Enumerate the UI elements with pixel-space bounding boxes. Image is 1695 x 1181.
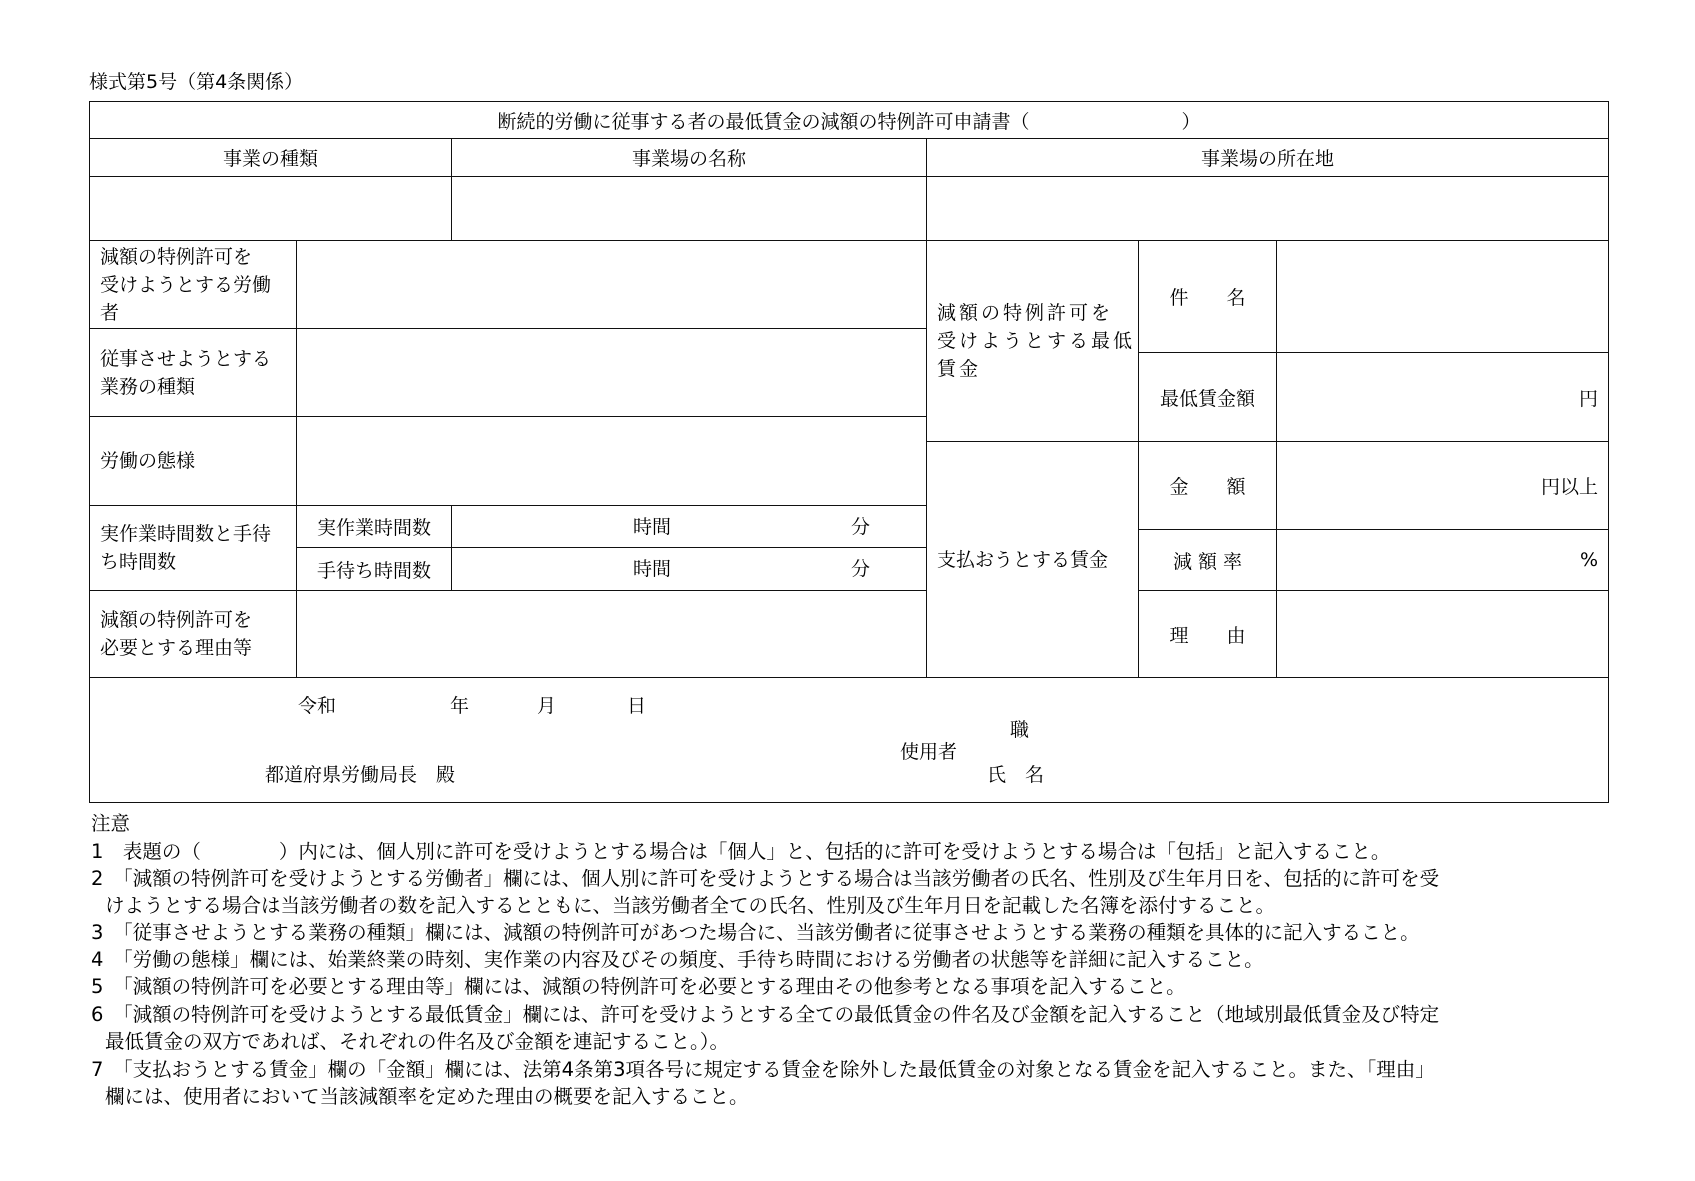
label-text: 金 額 <box>1169 476 1246 498</box>
header-workplace-location <box>926 138 1609 177</box>
worker-field[interactable] <box>296 240 927 329</box>
addressee-label: 都道府県労働局長 殿 <box>265 764 456 786</box>
job-type-field[interactable] <box>296 328 927 417</box>
label-line: 受けようとする労働 <box>100 273 272 296</box>
label-line: 実作業時間数と手待 <box>100 523 272 545</box>
note-line: けようとする場合は当該労働者の数を記入するとともに、当該労働者全ての氏名、性別及び生年月日を記載した名簿を添付すること。 <box>105 894 1276 917</box>
yen-or-more-unit: 円以上 <box>1540 476 1598 498</box>
header-business-type <box>89 138 452 177</box>
employer-label: 使用者 <box>900 741 958 763</box>
era-label: 令和 <box>298 695 337 717</box>
minute-unit: 分 <box>851 558 871 580</box>
label-text: 手待ち時間数 <box>316 559 431 582</box>
label-line: 業務の種類 <box>100 375 196 398</box>
note-line: 3 「従事させようとする業務の種類」欄には、減額の特例許可があつた場合に、当該労働者に従事させようとする業務の種類を具体的に記入すること。 <box>91 921 1420 944</box>
position-label: 職 <box>1010 719 1030 741</box>
job-type-label <box>89 328 297 417</box>
actual-hours-label <box>296 505 452 548</box>
label-line: ち時間数 <box>100 551 177 573</box>
label-text: 最低賃金額 <box>1159 387 1255 410</box>
percent-unit: % <box>1579 549 1598 571</box>
label-line: 減額の特例許可を <box>100 609 253 631</box>
minute-unit: 分 <box>851 516 871 538</box>
label-line: 必要とする理由等 <box>100 637 253 659</box>
business-type-field[interactable] <box>89 176 452 241</box>
reduction-rate-label <box>1138 529 1277 591</box>
label-line: 賃金 <box>937 358 982 380</box>
hour-unit: 時間 <box>633 516 672 538</box>
day-label: 日 <box>627 695 647 717</box>
wage-label <box>926 441 1139 678</box>
header-label: 事業の種類 <box>222 148 318 170</box>
label-text: 実作業時間数 <box>316 517 431 539</box>
note-line: 5 「減額の特例許可を必要とする理由等」欄には、減額の特例許可を必要とする理由その他参考となる事項を記入すること。 <box>91 975 1186 998</box>
note-line: 4 「労働の態様」欄には、始業終業の時刻、実作業の内容及びその頻度、手待ち時間における労働者の状態等を詳細に記入すること。 <box>91 948 1264 971</box>
worker-label <box>89 240 297 329</box>
min-wage-label <box>926 240 1139 442</box>
note-line: 1 表題の（ ）内には、個人別に許可を受けようとする場合は「個人」と、包括的に許可を受けようとする場合は「包括」と記入すること。 <box>91 840 1391 863</box>
label-line: 支払おうとする賃金 <box>937 548 1109 571</box>
work-mode-label <box>89 416 297 506</box>
notes-heading: 注意 <box>91 812 131 835</box>
name-label: 氏 名 <box>987 764 1045 786</box>
wage-reason-label <box>1138 590 1277 678</box>
standby-hours-field[interactable] <box>451 547 927 591</box>
label-line: 者 <box>100 301 120 324</box>
case-name-label <box>1138 240 1277 353</box>
work-mode-field[interactable] <box>296 416 927 506</box>
hours-label <box>89 505 297 591</box>
month-label: 月 <box>537 695 557 717</box>
label-text: 減 額 率 <box>1172 550 1243 573</box>
label-text: 理 由 <box>1169 624 1246 647</box>
note-line: 最低賃金の双方であれば、それぞれの件名及び金額を連記すること。）。 <box>105 1030 730 1053</box>
yen-unit: 円 <box>1578 387 1598 410</box>
reduction-rate-field[interactable] <box>1276 529 1609 591</box>
min-wage-amount-field[interactable] <box>1276 352 1609 442</box>
reason-field[interactable] <box>296 590 927 678</box>
case-name-field[interactable] <box>1276 240 1609 353</box>
form-title <box>89 101 1609 139</box>
wage-reason-field[interactable] <box>1276 590 1609 678</box>
label-line: 受けようとする最低 <box>937 330 1136 352</box>
year-label: 年 <box>450 695 470 717</box>
min-wage-amount-label <box>1138 352 1277 442</box>
amount-label <box>1138 441 1277 530</box>
label-line: 減額の特例許可を <box>937 302 1114 324</box>
header-label: 事業場の所在地 <box>1200 148 1334 170</box>
amount-field[interactable] <box>1276 441 1609 530</box>
label-line: 労働の態様 <box>100 450 196 472</box>
workplace-location-field[interactable] <box>926 176 1609 241</box>
actual-hours-field[interactable] <box>451 505 927 548</box>
note-line: 欄には、使用者において当該減額率を定めた理由の概要を記入すること。 <box>105 1085 749 1108</box>
standby-hours-label <box>296 547 452 591</box>
hour-unit: 時間 <box>633 558 672 580</box>
workplace-name-field[interactable] <box>451 176 927 241</box>
note-line: 6 「減額の特例許可を受けようとする最低賃金」欄には、許可を受けようとする全ての最低賃金の件名及び金額を記入すること（地域別最低賃金及び特定 <box>91 1003 1440 1026</box>
label-text: 件 名 <box>1169 287 1246 309</box>
reason-label <box>89 590 297 678</box>
label-line: 従事させようとする <box>100 347 272 370</box>
form-number: 様式第5号（第4条関係） <box>89 71 304 93</box>
form-title-text: 断続的労働に従事する者の最低賃金の減額の特例許可申請書（ ） <box>497 110 1201 133</box>
header-workplace-name <box>451 138 927 177</box>
header-label: 事業場の名称 <box>631 148 746 170</box>
label-line: 減額の特例許可を <box>100 245 253 268</box>
note-line: 7 「支払おうとする賃金」欄の「金額」欄には、法第4条第3項各号に規定する賃金を除外した最低賃金の対象となる賃金を記入すること。また、「理由」 <box>91 1058 1435 1081</box>
note-line: 2 「減額の特例許可を受けようとする労働者」欄には、個人別に許可を受けようとする場合は当該労働者の氏名、性別及び生年月日を、包括的に許可を受 <box>91 867 1440 890</box>
